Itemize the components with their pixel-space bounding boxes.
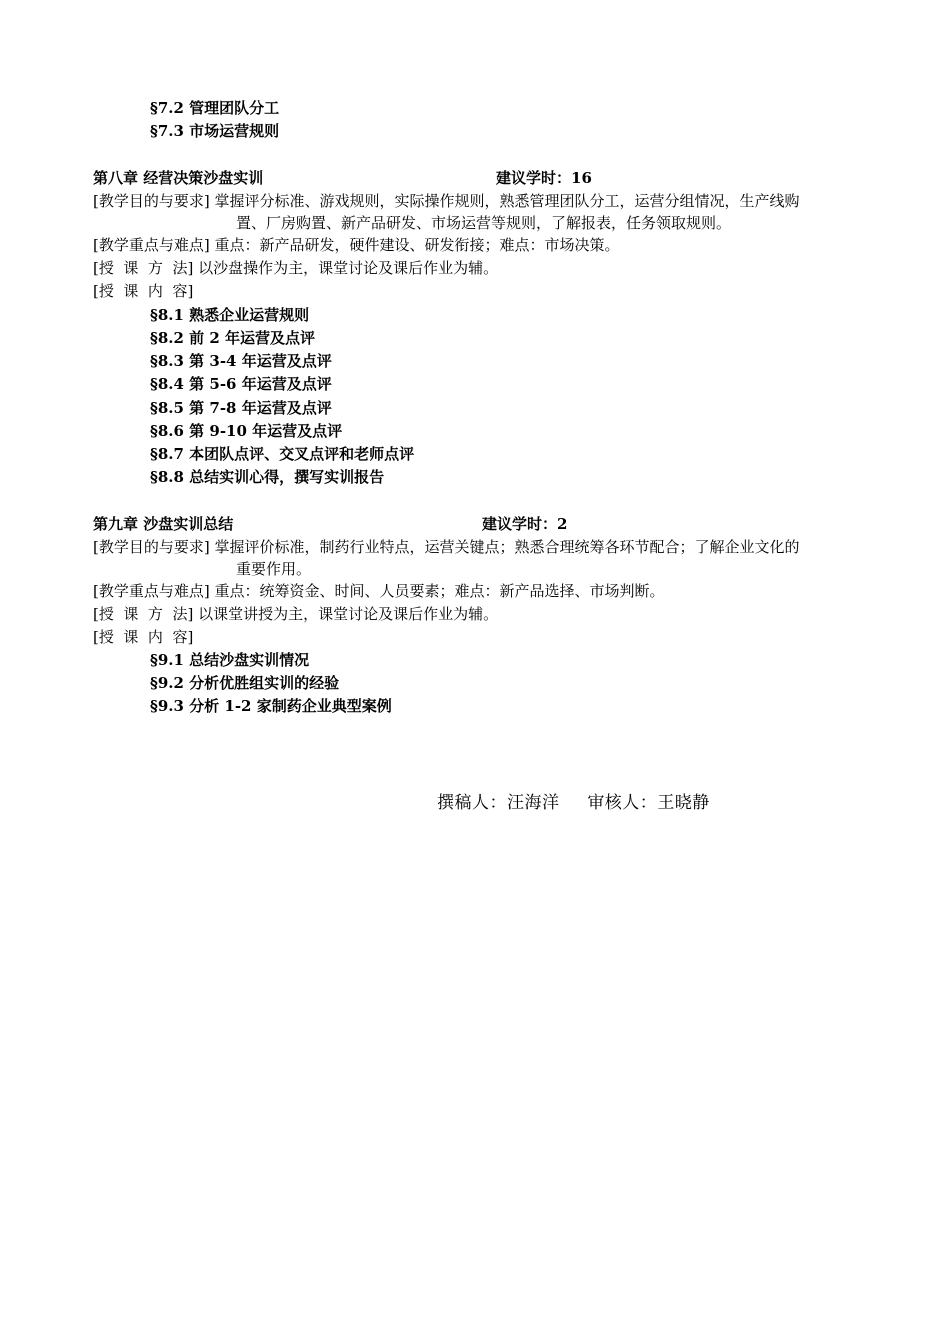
chapter-9-title: 第九章 沙盘实训总结	[93, 515, 234, 533]
section-7-3: §7.3 市场运营规则	[150, 122, 280, 140]
chapter-8-method	[93, 257, 498, 279]
signature-line	[437, 792, 710, 814]
goal-text-line1: 掌握评价标准，制药行业特点，运营关键点；熟悉合理统筹各环节配合；了解企业文化的	[214, 538, 800, 556]
chapter-9-method	[93, 603, 498, 625]
chapter-8-content-label: [授 课 内 容]	[93, 282, 194, 300]
goal-label: [教学目的与要求]	[93, 192, 210, 210]
chapter-9-goal-line2: 重要作用。	[236, 560, 312, 578]
method-label: [授 课 方 法]	[93, 259, 194, 277]
focus-text: 重点：统筹资金、时间、人员要素；难点：新产品选择、市场判断。	[214, 582, 665, 600]
section-9-3: §9.3 分析 1-2 家制药企业典型案例	[150, 697, 392, 715]
section-8-7: §8.7 本团队点评、交叉点评和老师点评	[150, 445, 415, 463]
section-8-2: §8.2 前 2 年运营及点评	[150, 329, 316, 347]
section-8-6: §8.6 第 9-10 年运营及点评	[150, 422, 343, 440]
section-8-3: §8.3 第 3-4 年运营及点评	[150, 352, 332, 370]
author-label: 撰稿人：	[437, 793, 507, 813]
chapter-8-focus	[93, 234, 620, 256]
method-text: 以沙盘操作为主，课堂讨论及课后作业为辅。	[198, 259, 499, 277]
chapter-8-goal	[93, 190, 800, 212]
chapter-8-title: 第八章 经营决策沙盘实训	[93, 169, 264, 187]
section-8-1: §8.1 熟悉企业运营规则	[150, 306, 310, 324]
chapter-9-focus	[93, 580, 665, 602]
focus-label: [教学重点与难点]	[93, 582, 210, 600]
section-7-2: §7.2 管理团队分工	[150, 99, 280, 117]
goal-label: [教学目的与要求]	[93, 538, 210, 556]
section-8-4: §8.4 第 5-6 年运营及点评	[150, 375, 332, 393]
chapter-8-hours: 建议学时：16	[496, 169, 592, 187]
focus-label: [教学重点与难点]	[93, 236, 210, 254]
method-label: [授 课 方 法]	[93, 605, 194, 623]
chapter-9-hours: 建议学时：2	[482, 515, 568, 533]
method-text: 以课堂讲授为主，课堂讨论及课后作业为辅。	[198, 605, 499, 623]
section-9-1: §9.1 总结沙盘实训情况	[150, 651, 310, 669]
reviewer-label: 审核人：	[587, 793, 658, 813]
chapter-9-content-label: [授 课 内 容]	[93, 628, 194, 646]
reviewer-name: 王晓静	[657, 793, 710, 813]
section-9-2: §9.2 分析优胜组实训的经验	[150, 674, 340, 692]
chapter-8-goal-line2: 置、厂房购置、新产品研发、市场运营等规则，了解报表，任务领取规则。	[236, 214, 732, 232]
goal-text-line1: 掌握评分标准、游戏规则，实际操作规则，熟悉管理团队分工，运营分组情况，生产线购	[214, 192, 800, 210]
author-name: 汪海洋	[507, 793, 560, 813]
section-8-5: §8.5 第 7-8 年运营及点评	[150, 399, 332, 417]
focus-text: 重点：新产品研发，硬件建设、研发衔接；难点：市场决策。	[214, 236, 620, 254]
section-8-8: §8.8 总结实训心得，撰写实训报告	[150, 468, 385, 486]
chapter-9-goal	[93, 536, 800, 558]
